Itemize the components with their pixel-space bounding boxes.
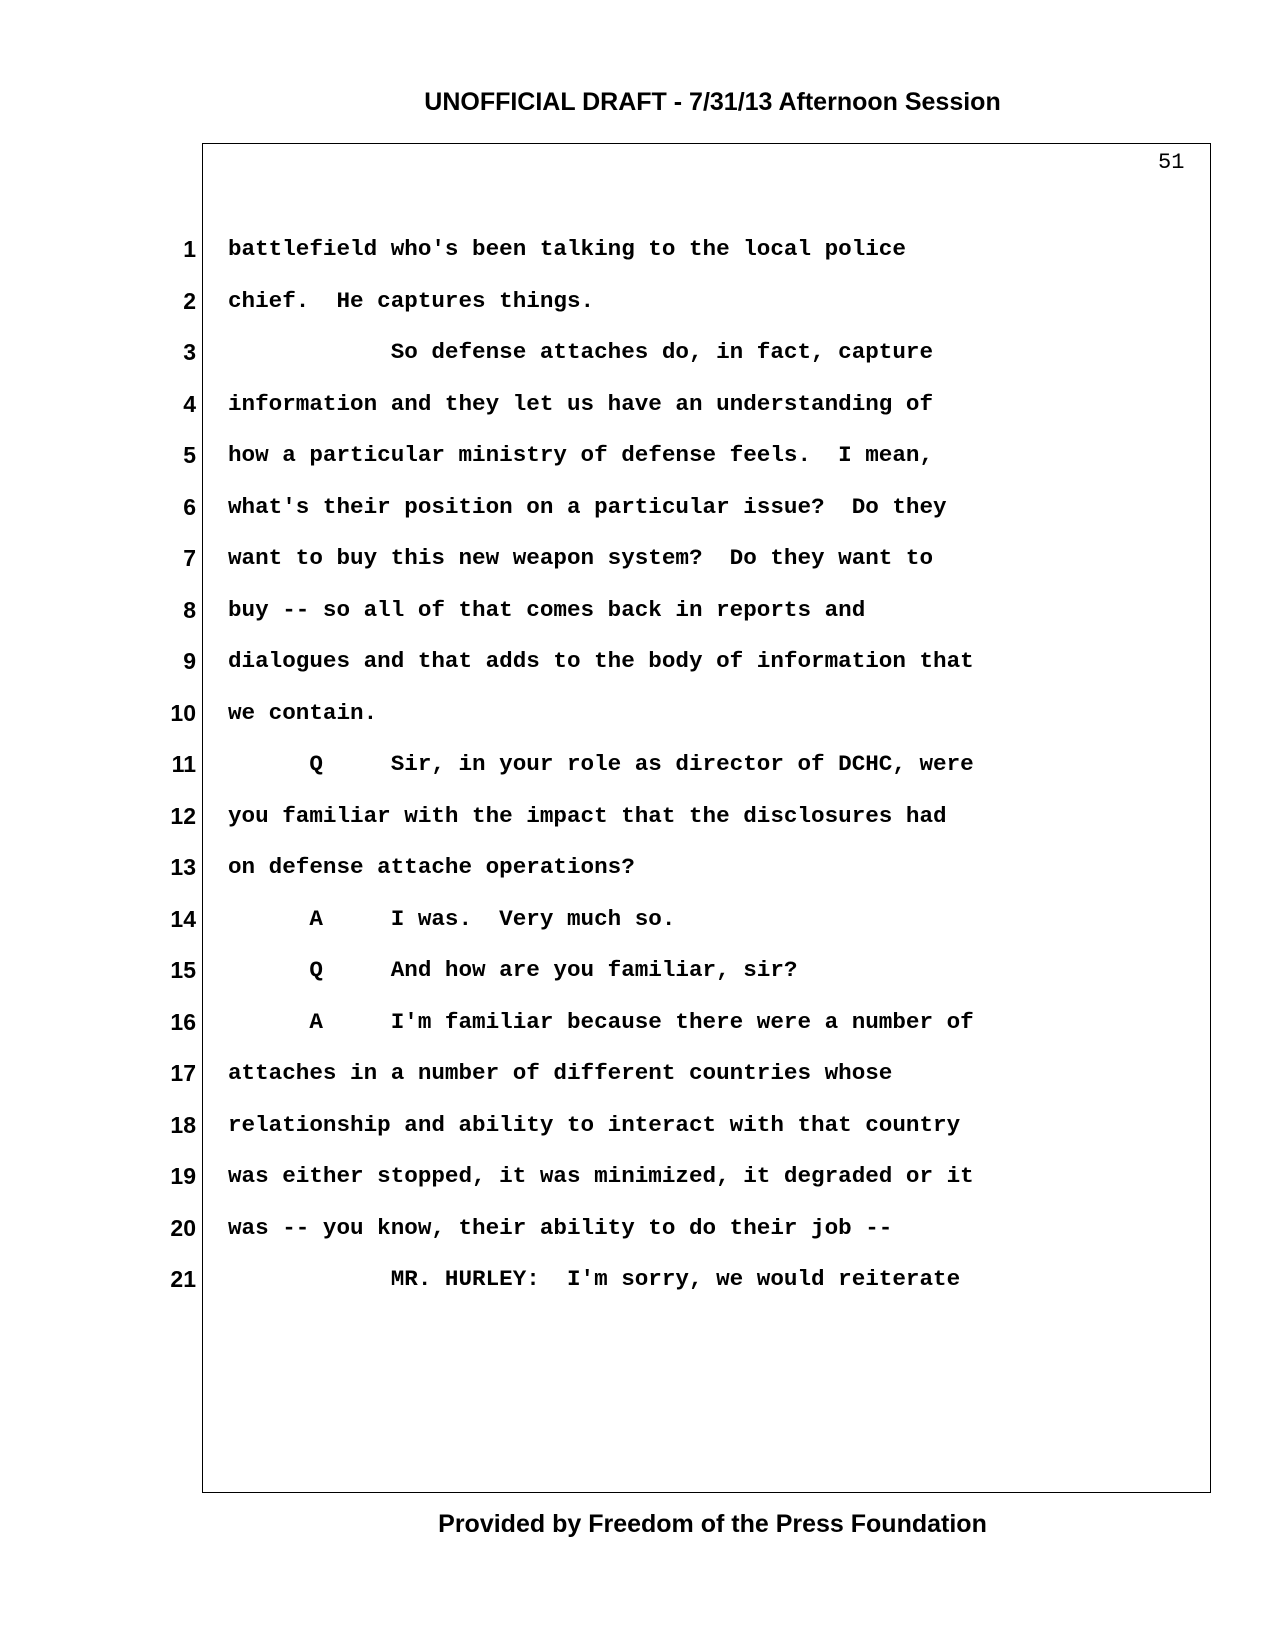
line-text: Q Sir, in your role as director of DCHC, were: [228, 751, 974, 777]
transcript-line: [0, 644, 1275, 678]
line-number: 6: [183, 493, 196, 520]
line-text: was -- you know, their ability to do their job --: [228, 1214, 893, 1241]
line-number: 19: [170, 1163, 196, 1189]
transcript-line: [0, 902, 1275, 936]
line-text: chief. He captures things.: [228, 287, 595, 314]
line-text: battlefield who's been talking to the local police: [228, 236, 906, 262]
line-number: 5: [183, 442, 196, 468]
transcript-line: [0, 232, 1275, 266]
line-number: 15: [170, 957, 196, 983]
transcript-line: [0, 953, 1275, 987]
transcript-line: [0, 747, 1275, 781]
line-number: 4: [183, 390, 196, 417]
line-number: 20: [170, 1214, 196, 1241]
line-number: 10: [170, 699, 196, 726]
transcript-line: [0, 438, 1275, 472]
line-text: want to buy this new weapon system? Do they want to: [228, 545, 934, 571]
line-text: you familiar with the impact that the disclosures had: [228, 802, 947, 829]
transcript-line: [0, 799, 1275, 833]
line-number: 11: [171, 751, 196, 777]
line-text: what's their position on a particular issue? Do they: [228, 493, 947, 520]
line-text: was either stopped, it was minimized, it degraded or it: [228, 1163, 974, 1189]
line-text: on defense attache operations?: [228, 854, 635, 880]
line-text: MR. HURLEY: I'm sorry, we would reiterate: [228, 1266, 961, 1292]
transcript-line: [0, 850, 1275, 884]
line-number: 21: [170, 1266, 196, 1292]
transcript-line: [0, 387, 1275, 421]
transcript-line: [0, 335, 1275, 369]
line-text: relationship and ability to interact with that country: [228, 1111, 961, 1138]
transcript-line: [0, 1005, 1275, 1039]
line-text: how a particular ministry of defense feels. I mean,: [228, 442, 934, 468]
page-number: 51: [1158, 150, 1185, 175]
line-number: 2: [183, 287, 196, 314]
line-number: 18: [170, 1111, 196, 1138]
line-number: 14: [170, 905, 196, 932]
document-header: UNOFFICIAL DRAFT - 7/31/13 Afternoon Session: [424, 88, 1001, 116]
line-text: buy -- so all of that comes back in reports and: [228, 596, 866, 623]
line-number: 13: [170, 854, 196, 880]
document-footer: Provided by Freedom of the Press Foundation: [438, 1510, 987, 1538]
line-number: 16: [170, 1008, 196, 1035]
line-text: attaches in a number of different countries whose: [228, 1060, 893, 1086]
transcript-line: [0, 1211, 1275, 1245]
line-text: we contain.: [228, 699, 378, 726]
line-number: 9: [183, 648, 196, 674]
line-text: A I'm familiar because there were a number of: [228, 1008, 974, 1035]
line-number: 12: [170, 802, 196, 829]
line-text: dialogues and that adds to the body of information that: [228, 648, 974, 674]
transcript-line: [0, 1262, 1275, 1296]
line-text: So defense attaches do, in fact, capture: [228, 339, 934, 365]
line-number: 7: [183, 545, 196, 571]
transcript-line: [0, 1159, 1275, 1193]
line-text: information and they let us have an understanding of: [228, 390, 934, 417]
line-number: 3: [183, 339, 196, 365]
transcript-line: [0, 593, 1275, 627]
transcript-line: [0, 541, 1275, 575]
transcript-line: [0, 1108, 1275, 1142]
transcript-line: [0, 284, 1275, 318]
transcript-line: [0, 1056, 1275, 1090]
line-text: Q And how are you familiar, sir?: [228, 957, 798, 983]
transcript-line: [0, 490, 1275, 524]
line-number: 17: [170, 1060, 196, 1086]
line-number: 8: [183, 596, 196, 623]
line-text: A I was. Very much so.: [228, 905, 676, 932]
transcript-line: [0, 696, 1275, 730]
line-number: 1: [183, 236, 196, 262]
